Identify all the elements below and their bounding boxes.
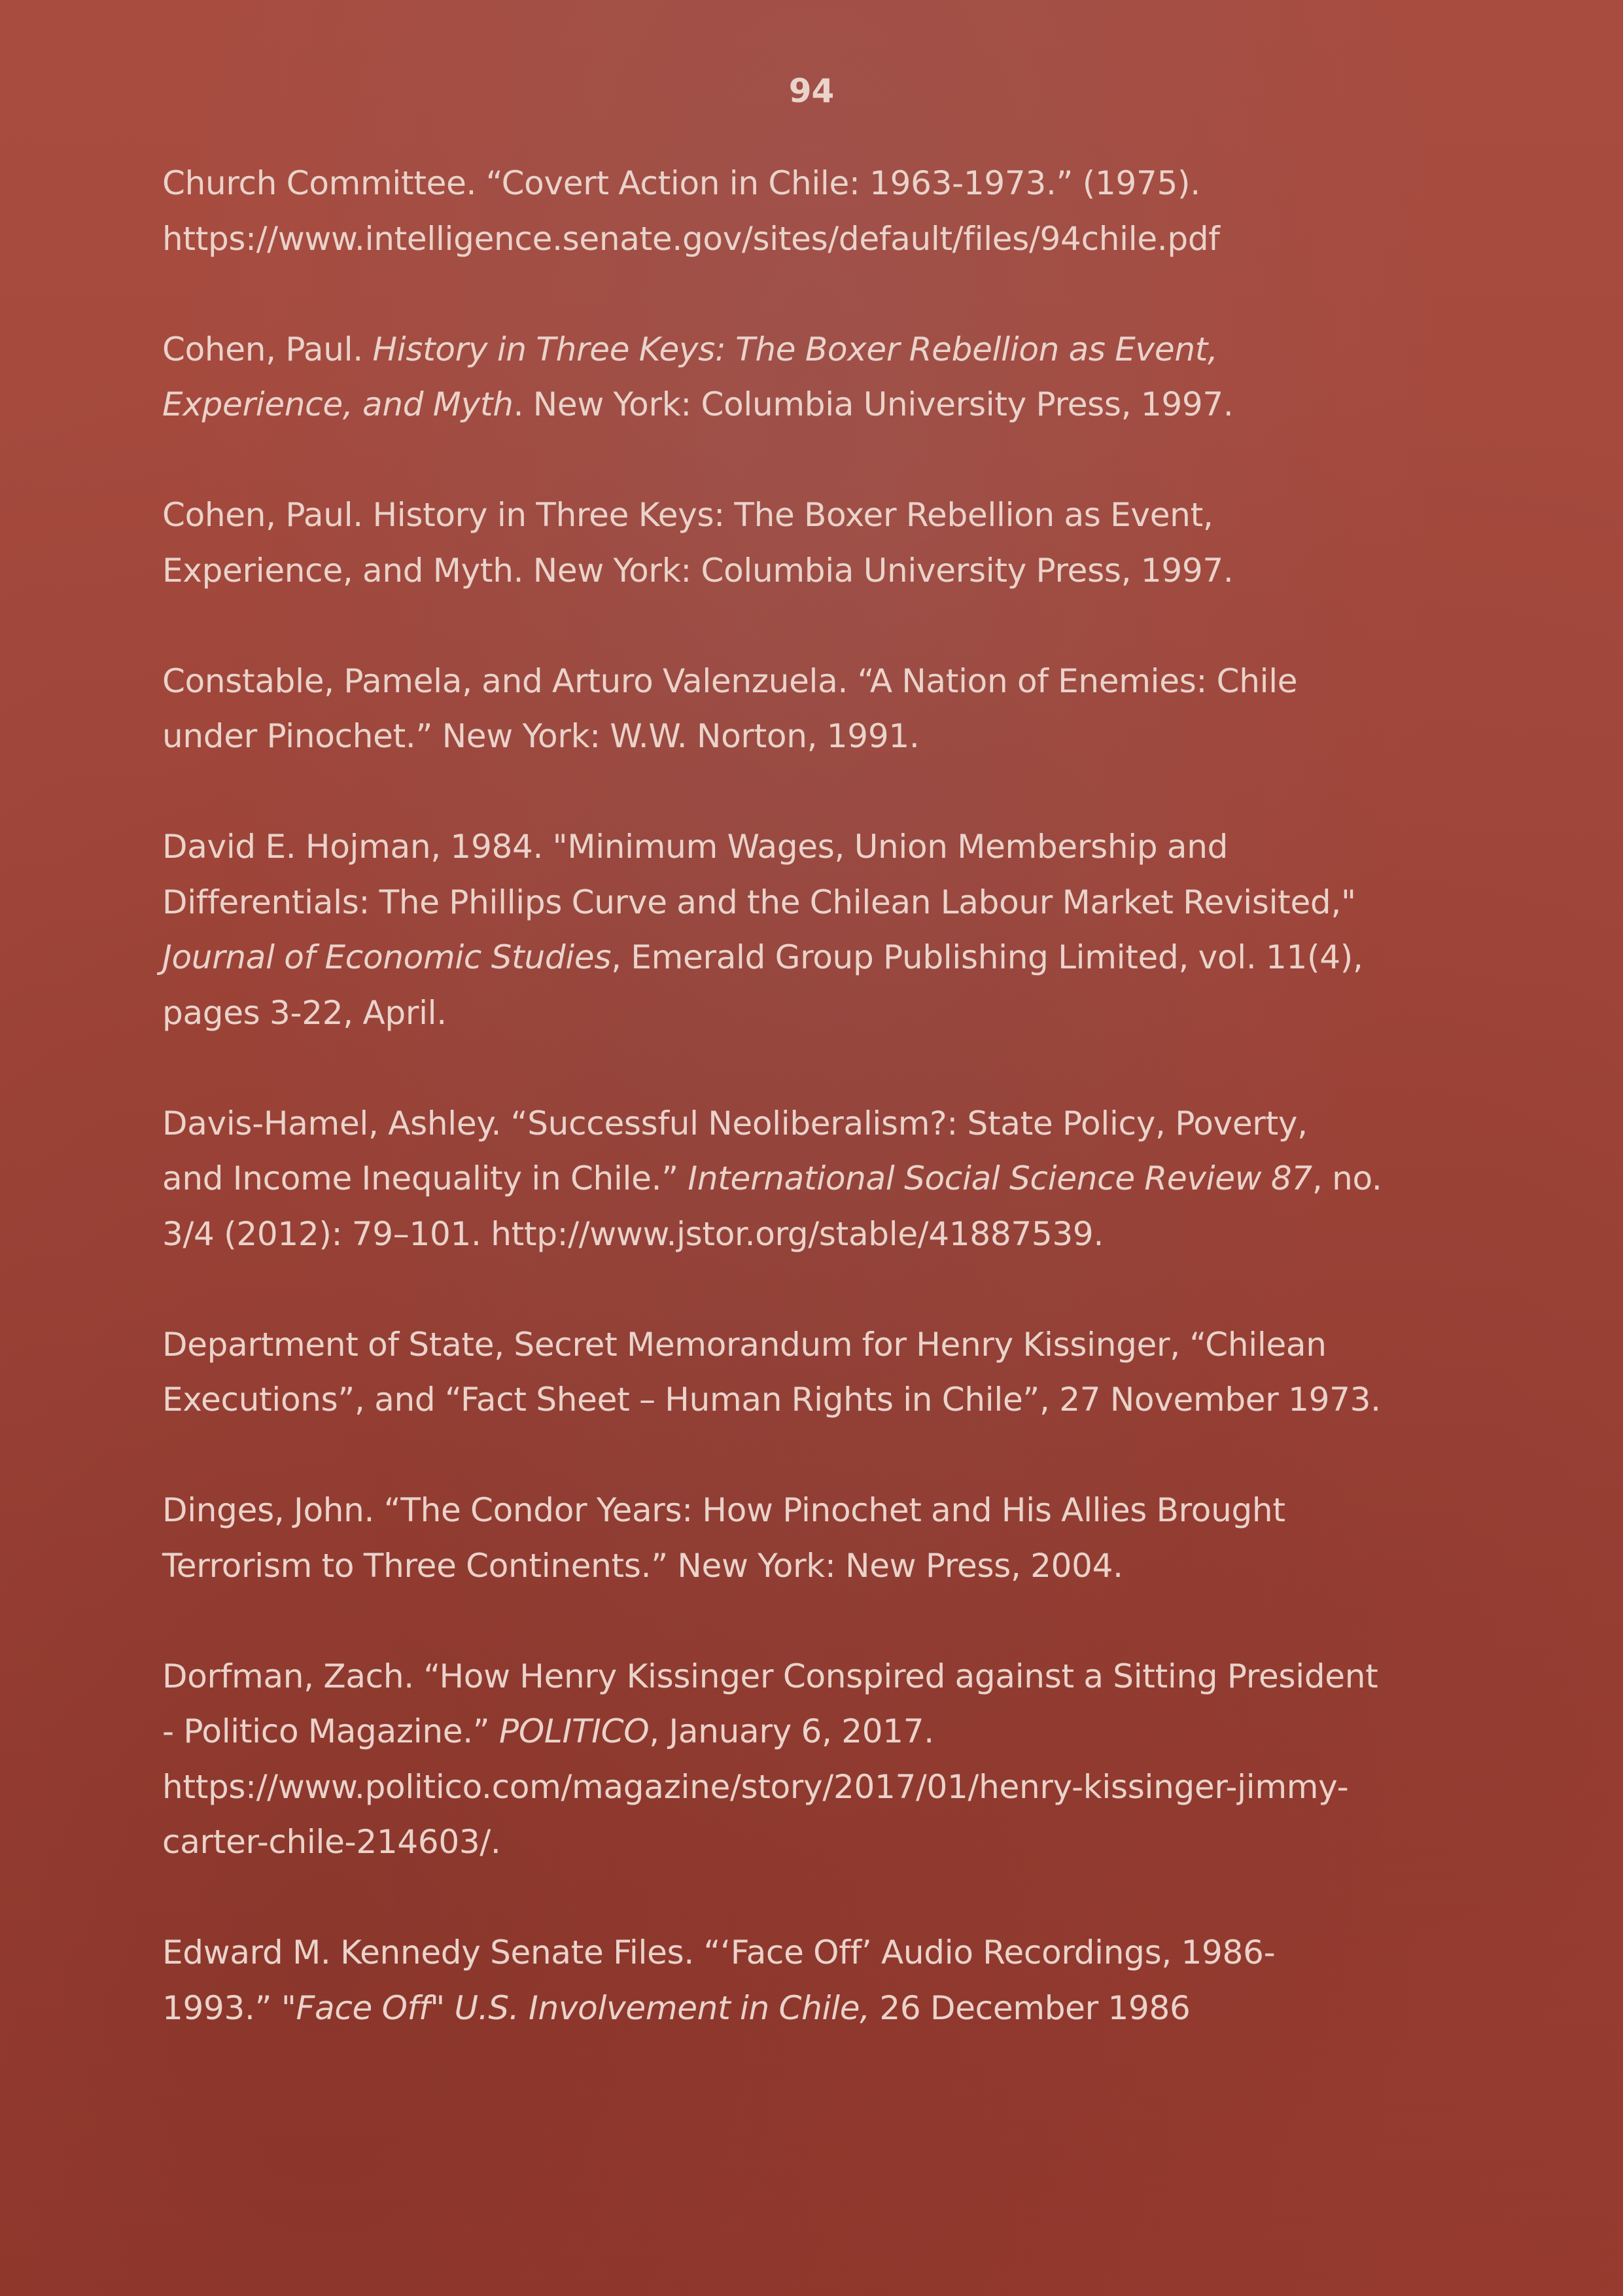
entry-line	[162, 487, 1464, 543]
entry-line	[162, 1925, 1464, 1981]
entry-line	[162, 1207, 1464, 1262]
bibliography-entry-constable-valenzuela	[162, 654, 1464, 764]
text-segment: . New York: Columbia University Press, 1997.	[513, 385, 1234, 423]
text-segment: David E. Hojman, 1984. "Minimum Wages, Union Membership and	[162, 828, 1229, 866]
text-segment: Executions”, and “Fact Sheet – Human Rights in Chile”, 27 November 1973.	[162, 1381, 1381, 1419]
text-segment: Constable, Pamela, and Arturo Valenzuela. “A Nation of Enemies: Chile	[162, 662, 1298, 700]
entry-line	[162, 1981, 1464, 2036]
italic-title-segment: Experience, and Myth	[162, 385, 514, 423]
bibliography-entry-davis-hamel	[162, 1096, 1464, 1262]
italic-title-segment: POLITICO	[499, 1712, 650, 1750]
text-segment: 1993.”	[162, 1988, 281, 2027]
entry-line	[162, 985, 1464, 1041]
entry-line	[162, 930, 1464, 985]
text-segment: under Pinochet.” New York: W.W. Norton, 1991.	[162, 717, 920, 755]
bibliography-entry-department-of-state	[162, 1317, 1464, 1428]
bibliography-entry-hojman	[162, 819, 1464, 1040]
italic-title-segment: International Social Science Review 87	[688, 1159, 1312, 1197]
text-segment: https://www.politico.com/magazine/story/2017/01/henry-kissinger-jimmy-	[162, 1767, 1349, 1806]
bibliography-entry-dorfman	[162, 1649, 1464, 1870]
text-segment: 3/4 (2012): 79–101. http://www.jstor.org/stable/41887539.	[162, 1214, 1104, 1253]
entry-line	[162, 1151, 1464, 1207]
entry-line	[162, 1372, 1464, 1428]
entry-line	[162, 654, 1464, 709]
entry-line	[162, 1649, 1464, 1704]
entry-line	[162, 709, 1464, 764]
entry-line	[162, 1317, 1464, 1373]
entry-line	[162, 875, 1464, 930]
text-segment: Dorfman, Zach. “How Henry Kissinger Conspired against a Sitting President	[162, 1657, 1378, 1695]
entry-line	[162, 322, 1464, 378]
bibliography-entry-cohen-2	[162, 487, 1464, 598]
text-segment: Experience, and Myth. New York: Columbia University Press, 1997.	[162, 551, 1234, 590]
italic-title-segment: "Face Off" U.S. Involvement in Chile,	[281, 1988, 870, 2027]
entry-line	[162, 819, 1464, 875]
italic-title-segment: Journal of Economic Studies	[162, 938, 612, 976]
page-number: 94	[788, 72, 835, 110]
text-segment: carter-chile-214603/.	[162, 1823, 501, 1861]
entry-line	[162, 543, 1464, 599]
text-segment: Davis-Hamel, Ashley. “Successful Neoliberalism?: State Policy, Poverty,	[162, 1104, 1308, 1142]
text-segment: - Politico Magazine.”	[162, 1712, 499, 1750]
text-segment: https://www.intelligence.senate.gov/sites/default/files/94chile.pdf	[162, 219, 1220, 258]
entry-line	[162, 377, 1464, 433]
entry-line	[162, 1096, 1464, 1152]
text-segment: , Emerald Group Publishing Limited, vol. 11(4),	[611, 938, 1363, 976]
entry-line	[162, 1538, 1464, 1594]
text-segment: Differentials: The Phillips Curve and the Chilean Labour Market Revisited,"	[162, 883, 1356, 921]
text-segment: Terrorism to Three Continents.” New York: New Press, 2004.	[162, 1546, 1123, 1585]
bibliography-entry-church-committee	[162, 156, 1464, 266]
text-segment: Dinges, John. “The Condor Years: How Pinochet and His Allies Brought	[162, 1491, 1285, 1529]
text-segment: Cohen, Paul.	[162, 330, 373, 368]
text-segment: pages 3-22, April.	[162, 993, 447, 1032]
entry-line	[162, 211, 1464, 267]
text-segment: , no.	[1312, 1159, 1382, 1197]
text-segment: Cohen, Paul. History in Three Keys: The Boxer Rebellion as Event,	[162, 496, 1213, 534]
entry-line	[162, 156, 1464, 211]
bibliography-entry-dinges	[162, 1483, 1464, 1593]
entry-line	[162, 1814, 1464, 1870]
bibliography-entry-cohen-1	[162, 322, 1464, 433]
text-segment: and Income Inequality in Chile.”	[162, 1159, 688, 1197]
italic-title-segment: History in Three Keys: The Boxer Rebellion as Event,	[372, 330, 1218, 368]
text-segment: Edward M. Kennedy Senate Files. “‘Face Off’ Audio Recordings, 1986-	[162, 1934, 1276, 1971]
bibliography-entry-kennedy	[162, 1925, 1464, 2036]
bibliography-list	[162, 156, 1464, 2036]
entry-line	[162, 1704, 1464, 1759]
entry-line	[162, 1759, 1464, 1815]
entry-line	[162, 1483, 1464, 1538]
text-segment: , January 6, 2017.	[649, 1712, 934, 1750]
text-segment: Department of State, Secret Memorandum for Henry Kissinger, “Chilean	[162, 1325, 1327, 1364]
text-segment: Church Committee. “Covert Action in Chile: 1963-1973.” (1975).	[162, 164, 1200, 202]
text-segment: 26 December 1986	[869, 1988, 1191, 2027]
